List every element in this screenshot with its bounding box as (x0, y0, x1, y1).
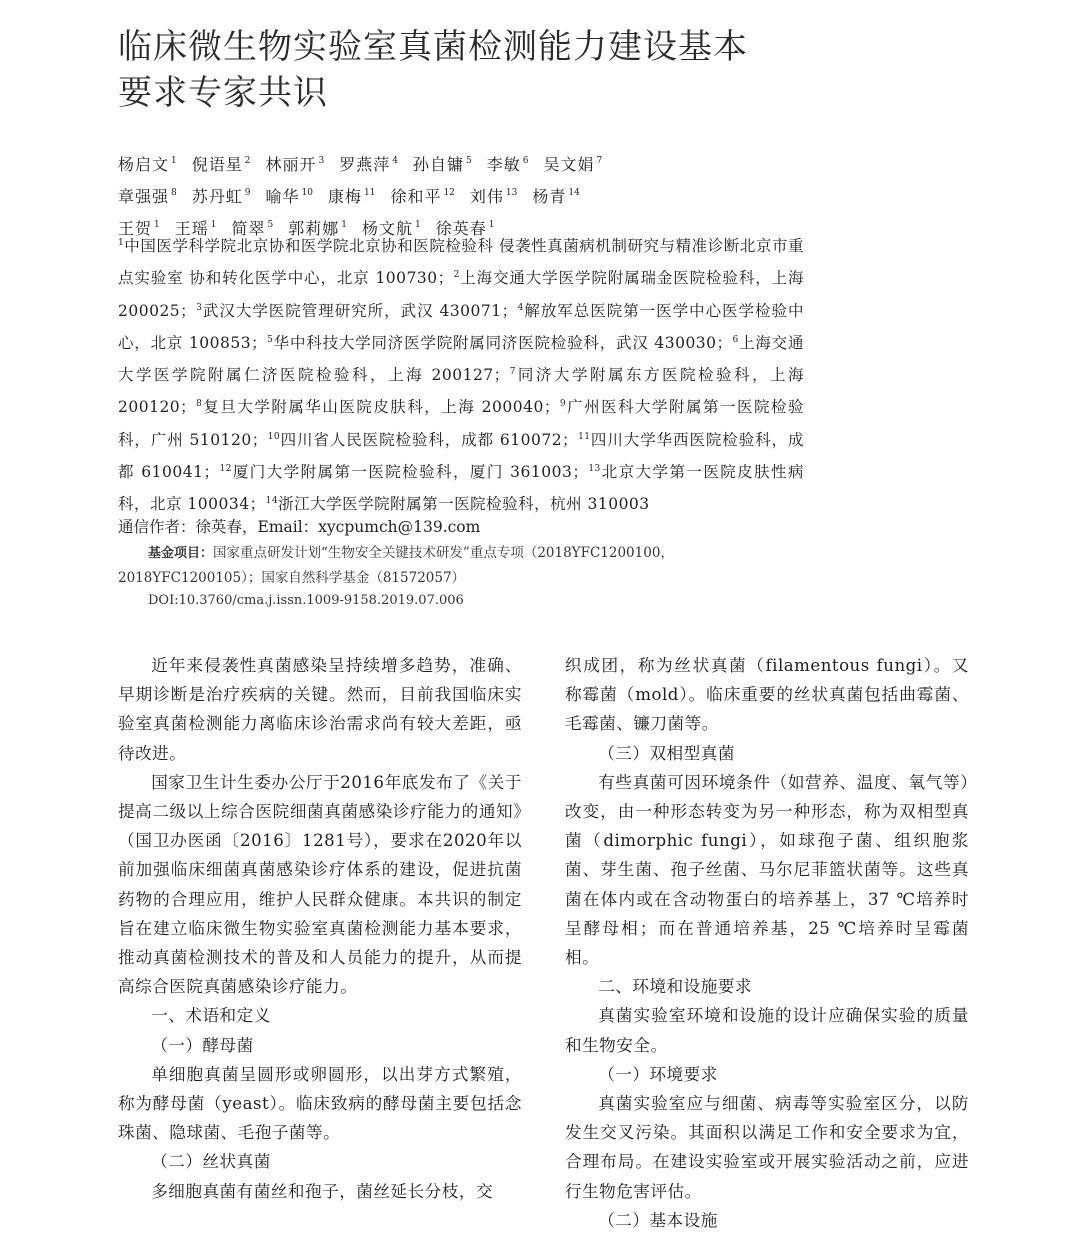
author-name: 杨启文 (118, 155, 170, 174)
author-name: 林丽开 (265, 155, 317, 174)
author-affil-ref: 1 (210, 220, 217, 230)
author (487, 155, 529, 174)
author-name: 喻华 (265, 187, 300, 206)
subsection-heading: （二）基本设施 (598, 1210, 718, 1230)
author (266, 187, 313, 206)
funding (118, 541, 818, 591)
author-name: 简翠 (231, 219, 266, 238)
affiliation-text: 浙江大学医学院附属第一医院检验科，杭州 310003 (278, 495, 650, 514)
affiliation-text: 武汉大学医院管理研究所，武汉 430071； (202, 301, 518, 320)
author (192, 155, 251, 174)
author (192, 187, 251, 206)
author (118, 187, 177, 206)
author-affil-ref: 7 (596, 156, 603, 166)
author-affil-ref: 1 (488, 220, 495, 230)
body-paragraph: 单细胞真菌呈圆形或卵圆形，以出芽方式繁殖，称为酵母菌（yeast）。临床致病的酵母菌主要包括念珠菌、隐球菌、毛孢子菌等。 (118, 1064, 522, 1143)
author-line (118, 147, 838, 179)
body-paragraph: 有些真菌可因环境条件（如营养、温度、氧气等）改变，由一种形态转变为另一种形态，称为双相型真菌（dimorphic fungi），如球孢子菌、组织胞浆菌、芽生菌、孢子丝菌、马尔尼菲篮状菌等。这些真菌在体内或在含动物蛋白的培养基上，37 ℃培养时呈酵母相；而在普通培养基，25 ℃培养时呈霉菌相。 (565, 772, 969, 968)
body-paragraph: 近年来侵袭性真菌感染呈持续增多趋势，准确、早期诊断是治疗疾病的关键。然而，目前我国临床实验室真菌检测能力离临床诊治需求尚有较大差距，亟待改进。 (118, 656, 522, 763)
body-column-right (565, 651, 969, 1235)
author-affil-ref: 12 (443, 188, 455, 198)
author-name: 李敏 (486, 155, 521, 174)
affiliation-text: 上海交通大学医学院附属仁济医院检验科，上海 200127； (118, 333, 804, 385)
author-name: 杨文航 (362, 219, 414, 238)
affiliation-number: 10 (267, 431, 281, 442)
author (470, 187, 517, 206)
author-affil-ref: 1 (171, 156, 177, 166)
funding-line-1: 国家重点研发计划“生物安全关键技术研发”重点专项（2018YFC1200100， (213, 545, 674, 561)
author (339, 155, 398, 174)
funding-line-2: 2018YFC1200105）；国家自然科学基金（81572057） (118, 570, 466, 586)
author-affil-ref: 9 (244, 188, 251, 198)
affiliation-number: 9 (559, 399, 567, 410)
affiliation-number: 1 (118, 238, 125, 248)
author-affil-ref: 1 (154, 220, 160, 230)
author-affil-ref: 1 (341, 220, 347, 230)
affiliation-text: 厦门大学附属第一医院检验科，厦门 361003； (231, 463, 589, 482)
affiliation-number: 8 (196, 399, 203, 410)
author (544, 155, 603, 174)
affiliation-text: 上海交通大学医学院附属瑞金医院检验科，上海 200025； (118, 269, 804, 320)
author-affil-ref: 1 (415, 220, 421, 230)
affiliation-number: 3 (196, 302, 203, 313)
author-name: 郭莉娜 (288, 219, 340, 238)
author-affil-ref: 6 (522, 156, 529, 166)
affiliation-number: 6 (732, 334, 739, 345)
author-name: 孙自镛 (413, 155, 465, 174)
author-name: 吴文娟 (543, 155, 595, 174)
affiliation-text: 解放军总医院第一医学中心医学检验中心，北京 100853； (118, 301, 804, 352)
affiliation-text: 广州医科大学附属第一医院检验科，广州 510120； (118, 398, 804, 449)
subsection-heading: （一）环境要求 (598, 1064, 718, 1084)
affiliation-text: 中国医学科学院北京协和医学院北京协和医院检验科 侵袭性真菌病机制研究与精准诊断北京市重点实验室 协和转化医学中心，北京 100730； (118, 237, 804, 288)
body-paragraph: 国家卫生计生委办公厅于2016年底发布了《关于提高二级以上综合医院细菌真菌感染诊疗能力的通知》（国卫办医函〔2016〕1281号），要求在2020年以前加强临床细菌真菌感染诊疗体系的建设，促进抗菌药物的合理应用，维护人民群众健康。本共识的制定旨在建立临床微生物实验室真菌检测能力基本要求，推动真菌检测技术的普及和人员能力的提升，从而提高综合医院真菌感染诊疗能力。 (118, 772, 522, 997)
section-heading: 一、术语和定义 (151, 1006, 271, 1026)
author-name: 苏丹虹 (191, 187, 243, 206)
author-name: 徐和平 (390, 187, 442, 206)
body-column-left (118, 651, 522, 1206)
author (118, 155, 177, 174)
author-affil-ref: 3 (318, 156, 325, 166)
affiliation-number: 4 (517, 302, 524, 313)
body-paragraph: 真菌实验室环境和设施的设计应确保实验的质量和生物安全。 (565, 1006, 969, 1055)
author (390, 187, 454, 206)
subsection-heading: （三）双相型真菌 (598, 743, 735, 763)
affiliation-number: 5 (267, 334, 274, 345)
author-affil-ref: 14 (568, 188, 580, 198)
author-line (118, 179, 838, 211)
author-affil-ref: 5 (466, 156, 472, 166)
title-line-1: 临床微生物实验室真菌检测能力建设基本 (118, 27, 748, 67)
author (266, 155, 325, 174)
author-name: 罗燕萍 (339, 155, 391, 174)
article-title (118, 24, 938, 116)
author (413, 155, 472, 174)
author-affil-ref: 11 (363, 188, 376, 198)
affiliation-number: 7 (509, 367, 516, 378)
author-affil-ref: 5 (267, 220, 274, 230)
author-name: 倪语星 (191, 155, 243, 174)
author-affil-ref: 4 (392, 156, 398, 166)
author-name: 王贺 (118, 219, 153, 238)
affiliation-text: 华中科技大学同济医学院附属同济医院检验科，武汉 430030； (273, 333, 733, 352)
section-heading: 二、环境和设施要求 (598, 977, 753, 997)
author-name: 杨青 (532, 187, 567, 206)
affiliation-text: 四川省人民医院检验科，成都 610072； (280, 430, 579, 449)
title-line-2: 要求专家共识 (118, 73, 328, 113)
affiliation-number: 14 (265, 496, 279, 507)
doi: DOI:10.3760/cma.j.issn.1009-9158.2019.07.006 (148, 593, 464, 608)
author-name: 康梅 (327, 187, 362, 206)
author-affil-ref: 13 (505, 188, 518, 198)
body-paragraph: 多细胞真菌有菌丝和孢子，菌丝延长分枝，交 (151, 1181, 494, 1201)
author-affil-ref: 10 (301, 188, 313, 198)
author-name: 王瑶 (174, 219, 209, 238)
correspondence: 通信作者：徐英春，Email：xycpumch@139.com (118, 518, 481, 536)
author-affil-ref: 8 (171, 188, 177, 198)
affiliation-text: 北京大学第一医院皮肤性病科，北京 100034； (118, 463, 804, 514)
affiliation-text: 同济大学附属东方医院检验科，上海 200120； (118, 366, 804, 417)
subsection-heading: （二）丝状真菌 (151, 1152, 271, 1172)
author-name: 徐英春 (435, 219, 487, 238)
author-name: 章强强 (118, 187, 170, 206)
funding-label: 基金项目： (148, 546, 214, 561)
affiliation-number: 13 (588, 464, 601, 475)
affiliation-number: 11 (578, 431, 591, 442)
affiliation-number: 2 (453, 270, 460, 281)
author (328, 187, 375, 206)
author-name: 刘伟 (469, 187, 504, 206)
author-affil-ref: 2 (244, 156, 251, 166)
body-paragraph: 真菌实验室应与细菌、病毒等实验室区分，以防发生交叉污染。其面积以满足工作和安全要求为宜，合理布局。在建设实验室或开展实验活动之前，应进行生物危害评估。 (565, 1094, 969, 1201)
affiliation-number: 12 (219, 464, 232, 475)
affiliations (118, 229, 804, 520)
body-paragraph-continued: 织成团，称为丝状真菌（filamentous fungi）。又称霉菌（mold）。临床重要的丝状真菌包括曲霉菌、毛霉菌、镰刀菌等。 (565, 656, 969, 734)
affiliation-text: 四川大学华西医院检验科，成都 610041； (118, 430, 804, 482)
subsection-heading: （一）酵母菌 (151, 1035, 254, 1055)
affiliation-text: 复旦大学附属华山医院皮肤科，上海 200040； (202, 398, 560, 417)
author (532, 187, 579, 206)
